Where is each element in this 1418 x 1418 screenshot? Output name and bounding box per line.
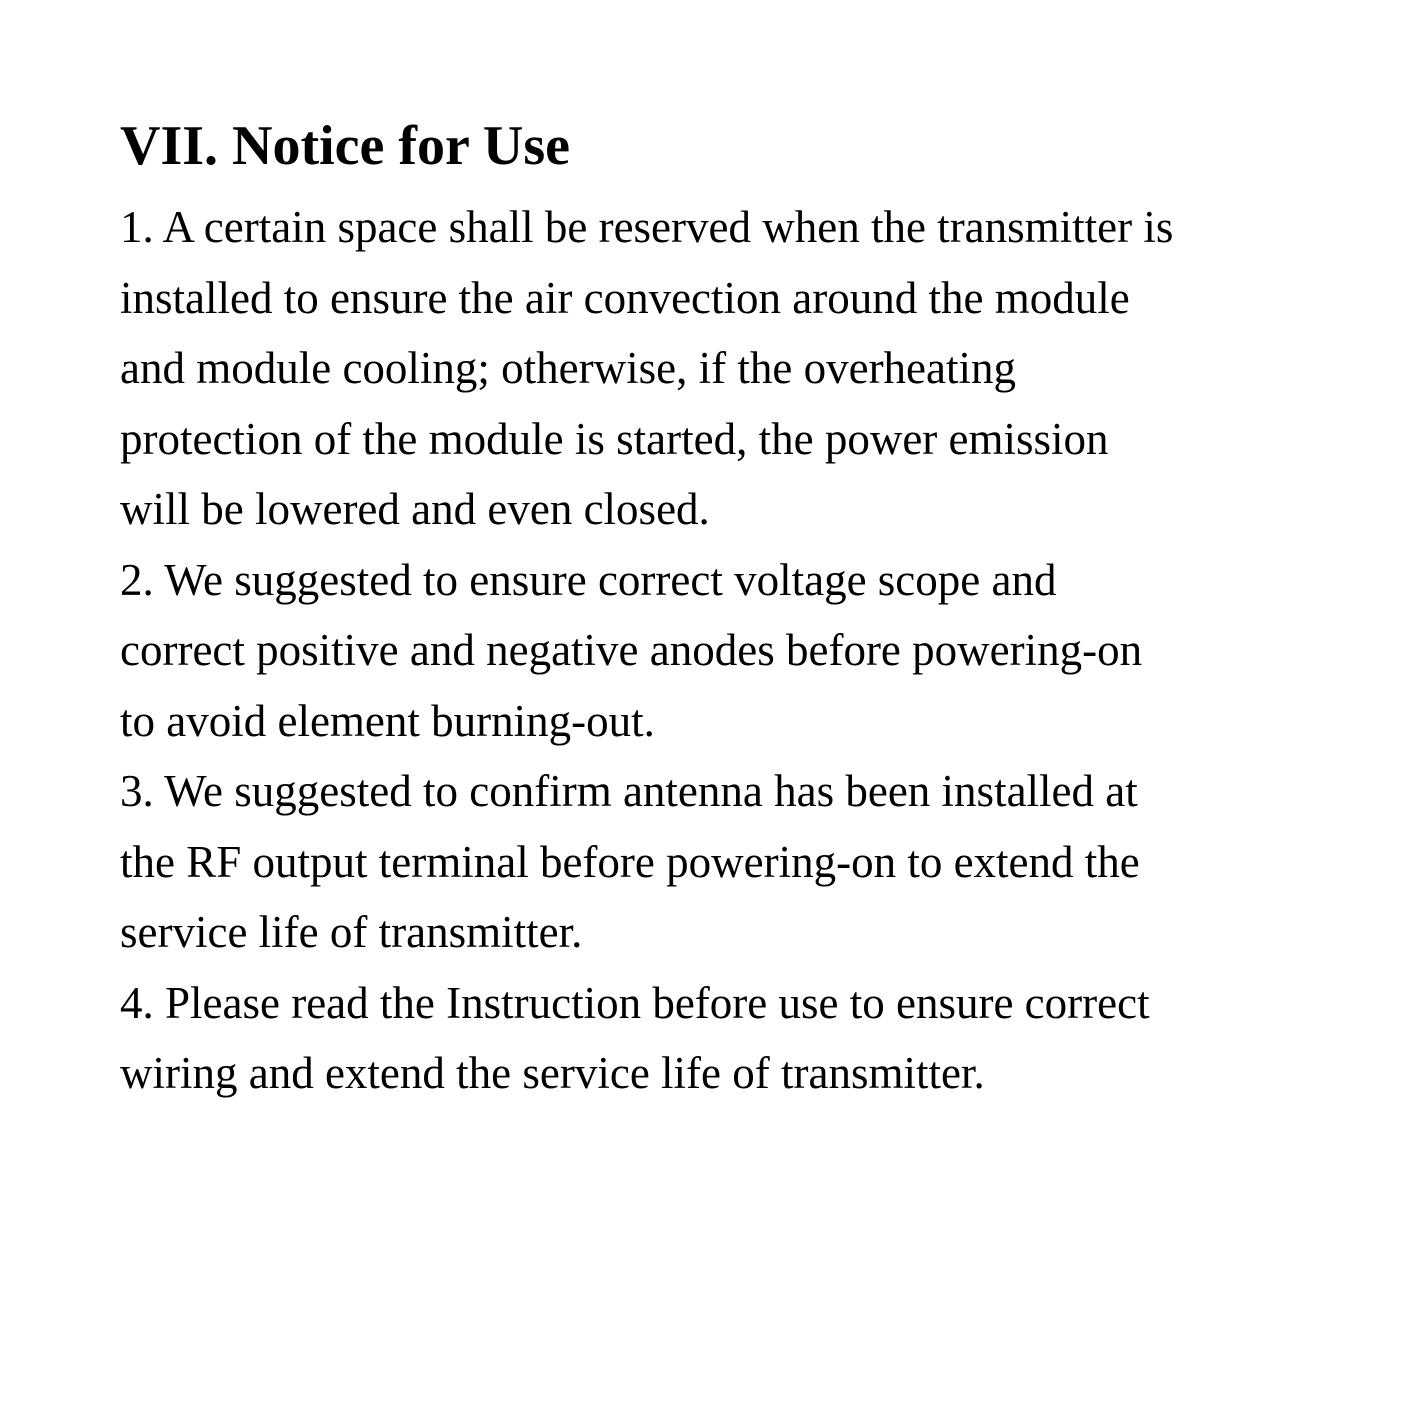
text-line: 4. Please read the Instruction before use to ensure correct [120, 977, 1150, 1028]
notice-item-1 [120, 192, 1308, 545]
text-line: and module cooling; otherwise, if the overheating [120, 343, 1017, 393]
document-content [120, 110, 1308, 1109]
text-line: the RF output terminal before powering-on to extend the [120, 836, 1140, 887]
section-title: VII. Notice for Use [120, 115, 570, 177]
text-line: will be lowered and even closed. [120, 484, 710, 534]
text-line: correct positive and negative anodes before powering-on [120, 625, 1143, 675]
notice-item-2 [120, 545, 1308, 757]
text-line: 3. We suggested to confirm antenna has been installed at [120, 766, 1138, 816]
text-line: protection of the module is started, the power emission [120, 413, 1109, 464]
text-line: wiring and extend the service life of transmitter. [120, 1048, 985, 1098]
notice-item-4 [120, 968, 1308, 1109]
text-line: installed to ensure the air convection around the module [120, 272, 1130, 323]
text-line: 2. We suggested to ensure correct voltage scope and [120, 554, 1057, 605]
text-line: to avoid element burning-out. [120, 695, 655, 746]
notice-item-3 [120, 756, 1308, 968]
text-line: 1. A certain space shall be reserved when the transmitter is [120, 202, 1174, 252]
text-line: service life of transmitter. [120, 907, 583, 957]
